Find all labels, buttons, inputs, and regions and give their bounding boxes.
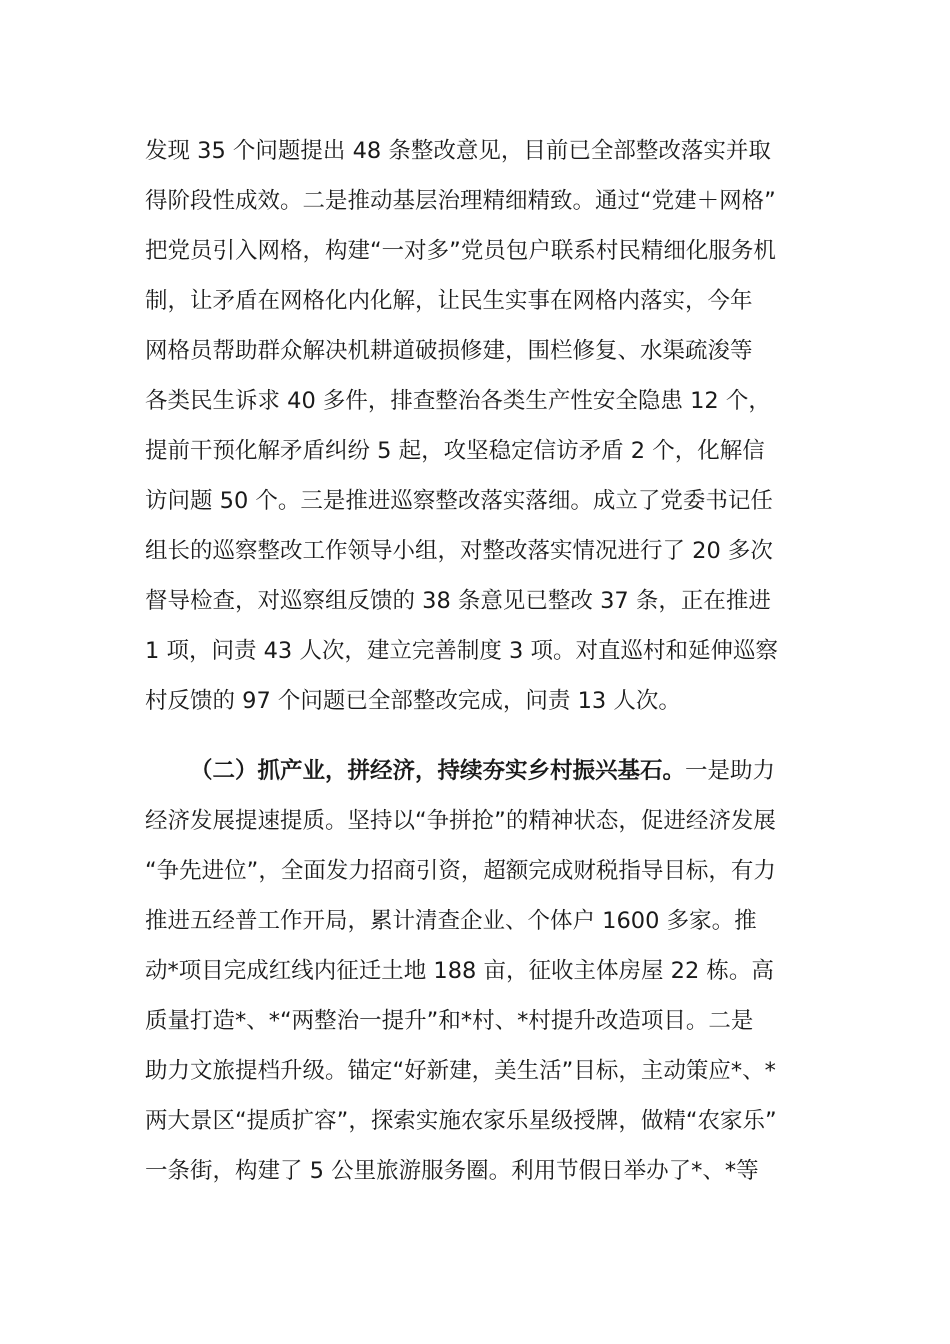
paragraph-line: 提前干预化解矛盾纠纷 5 起，攻坚稳定信访矛盾 2 个，化解信 (145, 438, 765, 464)
paragraph-line: 推进五经普工作开局，累计清查企业、个体户 1600 多家。推 (145, 908, 757, 934)
paragraph-line: 1 项，问责 43 人次，建立完善制度 3 项。对直巡村和延伸巡察 (145, 638, 779, 664)
paragraph-line: 网格员帮助群众解决机耕道破损修建，围栏修复、水渠疏浚等 (145, 338, 753, 364)
paragraph-line: “争先进位”，全面发力招商引资，超额完成财税指导目标，有力 (145, 858, 776, 884)
paragraph-line: 村反馈的 97 个问题已全部整改完成，问责 13 人次。 (145, 688, 681, 714)
paragraph-line: 质量打造*、*“两整治一提升”和*村、*村提升改造项目。二是 (145, 1008, 754, 1034)
paragraph-line: 动*项目完成红线内征迁土地 188 亩，征收主体房屋 22 栋。高 (145, 958, 774, 984)
paragraph-line: 督导检查，对巡察组反馈的 38 条意见已整改 37 条，正在推进 (145, 588, 771, 614)
paragraph-line: 各类民生诉求 40 多件，排查整治各类生产性安全隐患 12 个， (145, 388, 771, 414)
paragraph-text: 一是助力 (685, 758, 776, 784)
paragraph-line: 两大景区“提质扩容”，探索实施农家乐星级授牌，做精“农家乐” (145, 1108, 777, 1134)
paragraph-line: 得阶段性成效。二是推动基层治理精细精致。通过“党建＋网格” (145, 188, 776, 214)
paragraph-line: 经济发展提速提质。坚持以“争拼抢”的精神状态，促进经济发展 (145, 808, 776, 834)
paragraph-2 (145, 746, 815, 1196)
paragraph-line: 助力文旅提档升级。锚定“好新建，美生活”目标，主动策应*、* (145, 1058, 776, 1084)
paragraph-first-line (145, 746, 815, 796)
paragraph-line: 组长的巡察整改工作领导小组，对整改落实情况进行了 20 多次 (145, 538, 773, 564)
section-heading: （二）抓产业，拼经济，持续夯实乡村振兴基石。 (190, 758, 686, 784)
paragraph-line: 发现 35 个问题提出 48 条整改意见，目前已全部整改落实并取 (145, 138, 771, 164)
paragraph-1 (145, 126, 815, 726)
paragraph-line: 访问题 50 个。三是推进巡察整改落实落细。成立了党委书记任 (145, 488, 773, 514)
paragraph-line: 把党员引入网格，构建“一对多”党员包户联系村民精细化服务机 (145, 238, 776, 264)
paragraph-line: 制，让矛盾在网格化内化解，让民生实事在网格内落实，今年 (145, 288, 753, 314)
paragraph-line: 一条街，构建了 5 公里旅游服务圈。利用节假日举办了*、*等 (145, 1158, 759, 1184)
